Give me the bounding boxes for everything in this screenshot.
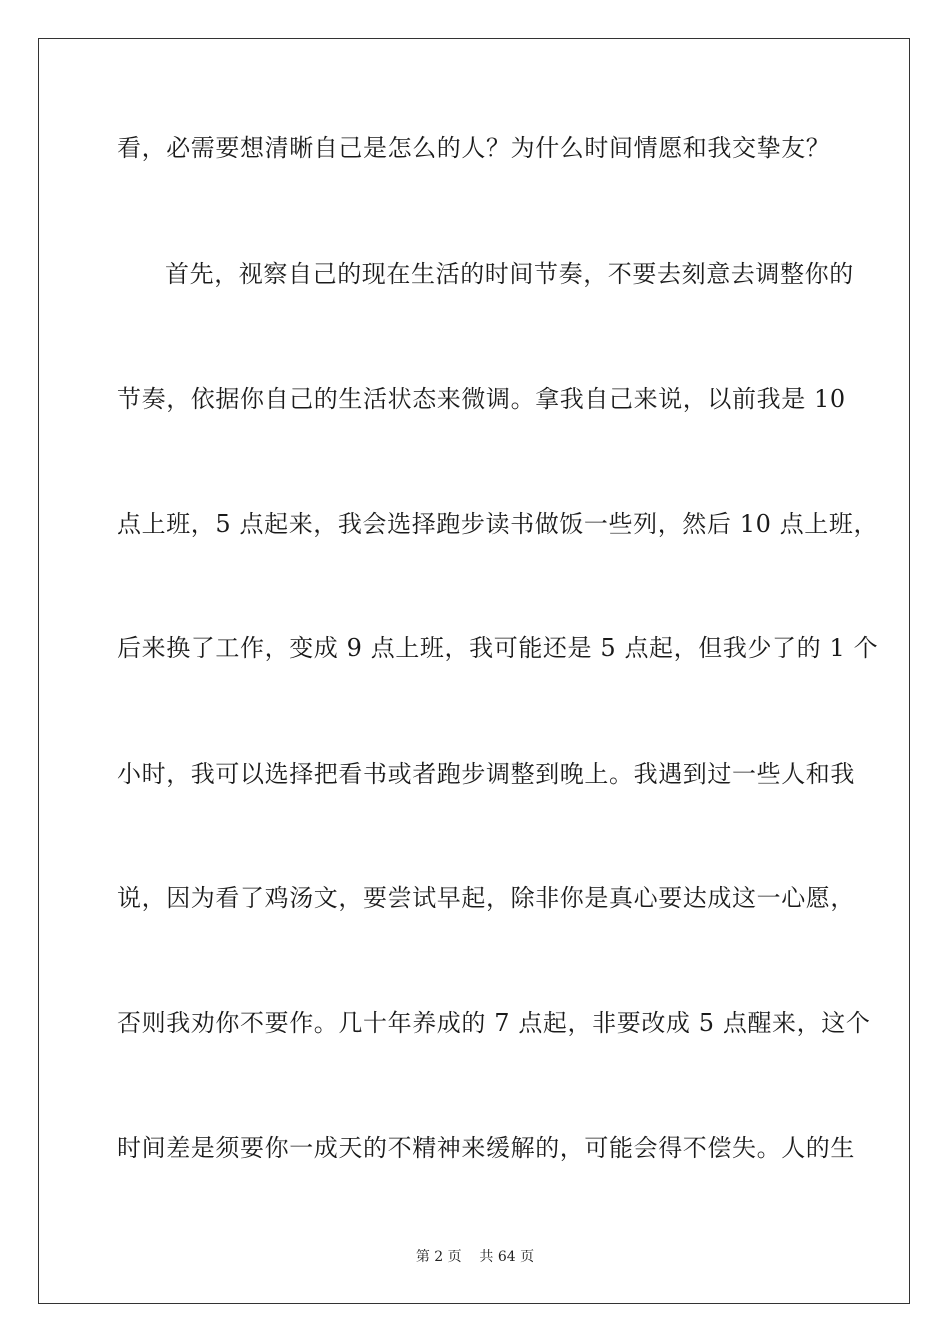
- text-line-6: 小时，我可以选择把看书或者跑步调整到晚上。我遇到过一些人和我: [117, 760, 855, 788]
- page-footer: 第 2 页 共 64 页: [415, 1249, 535, 1265]
- text-line-2: 首先，视察自己的现在生活的时间节奏，不要去刻意去调整你的: [165, 260, 854, 288]
- text-line-4: 点上班，5 点起来，我会选择跑步读书做饭一些列，然后 10 点上班，: [117, 510, 879, 538]
- text-line-8: 否则我劝你不要作。几十年养成的 7 点起，非要改成 5 点醒来，这个: [117, 1009, 871, 1037]
- text-line-1: 看，必需要想清晰自己是怎么的人？为什么时间情愿和我交挚友？: [117, 134, 831, 162]
- text-line-5: 后来换了工作，变成 9 点上班，我可能还是 5 点起，但我少了的 1 个: [117, 634, 879, 662]
- text-line-3: 节奏，依据你自己的生活状态来微调。拿我自己来说，以前我是 10: [117, 385, 846, 413]
- page-border: [38, 38, 910, 1304]
- text-line-9: 时间差是须要你一成天的不精神来缓解的，可能会得不偿失。人的生: [117, 1134, 855, 1162]
- text-line-7: 说，因为看了鸡汤文，要尝试早起，除非你是真心要达成这一心愿，: [117, 884, 855, 912]
